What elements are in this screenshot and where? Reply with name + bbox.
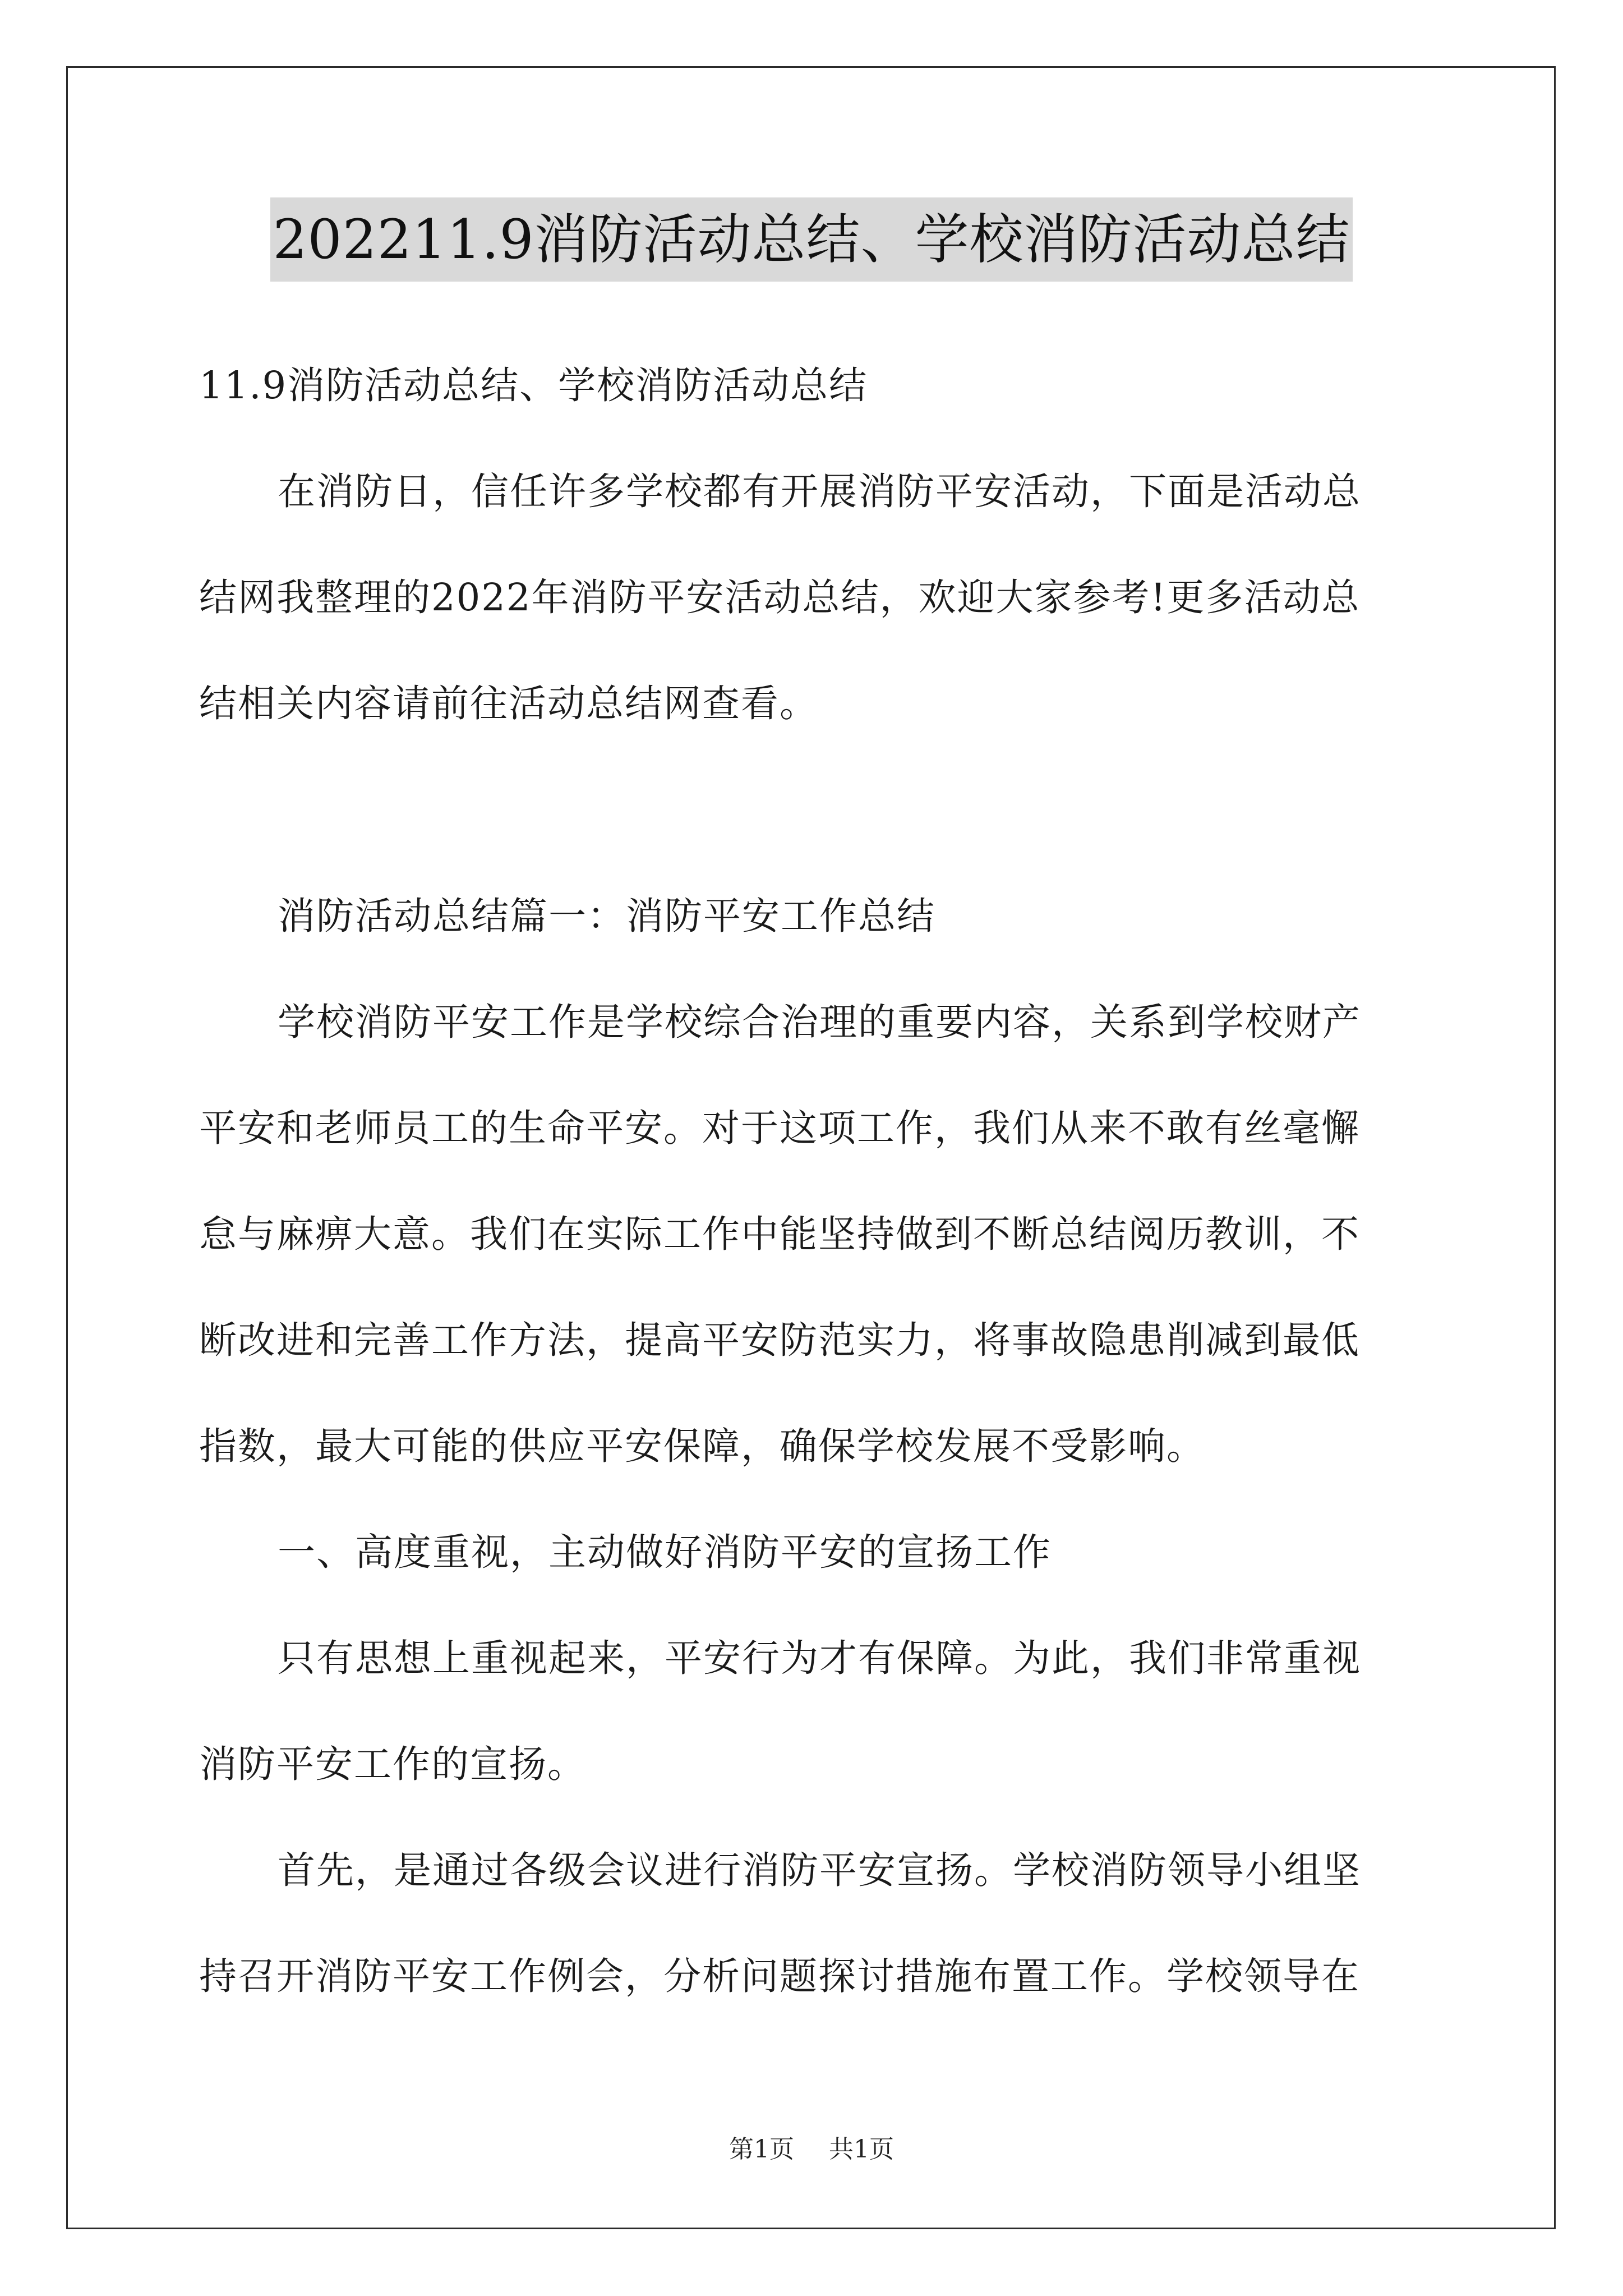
paragraph-line: 一、高度重视，主动做好消防平安的宣扬工作 [278, 1530, 1052, 1574]
intro-block [199, 333, 1428, 757]
section-block [199, 863, 1428, 2030]
paragraph-line: 持召开消防平安工作例会，分析问题探讨措施布置工作。学校领导在 [199, 1954, 1360, 1998]
paragraph-line: 只有思想上重视起来，平安行为才有保障。为此，我们非常重视 [278, 1636, 1361, 1680]
paragraph-line: 学校消防平安工作是学校综合治理的重要内容，关系到学校财产 [278, 1000, 1361, 1044]
paragraph-line: 平安和老师员工的生命平安。对于这项工作，我们从来不敢有丝毫懈 [199, 1106, 1360, 1150]
page-total: 共1页 [829, 2135, 894, 2164]
page-footer [0, 2129, 1623, 2165]
paragraph-line: 怠与麻痹大意。我们在实际工作中能坚持做到不断总结阅历教训，不 [199, 1212, 1360, 1256]
paragraph-line: 断改进和完善工作方法，提高平安防范实力，将事故隐患削减到最低 [199, 1318, 1360, 1362]
paragraph-line: 在消防日，信任许多学校都有开展消防平安活动，下面是活动总 [278, 470, 1361, 513]
page-number: 第1页 [729, 2135, 794, 2164]
paragraph-line: 11.9消防活动总结、学校消防活动总结 [199, 364, 868, 407]
paragraph-line: 结网我整理的2022年消防平安活动总结，欢迎大家参考!更多活动总 [199, 576, 1361, 619]
paragraph-line: 消防活动总结篇一：消防平安工作总结 [278, 894, 935, 938]
paragraph-line: 指数，最大可能的供应平安保障，确保学校发展不受影响。 [199, 1424, 1205, 1468]
paragraph-line: 结相关内容请前往活动总结网查看。 [199, 682, 818, 725]
paragraph-line: 首先，是通过各级会议进行消防平安宣扬。学校消防领导小组坚 [278, 1848, 1361, 1892]
paragraph-line: 消防平安工作的宣扬。 [199, 1742, 586, 1786]
title-container [0, 197, 1623, 282]
document-title: 202211.9消防活动总结、学校消防活动总结 [270, 197, 1352, 282]
